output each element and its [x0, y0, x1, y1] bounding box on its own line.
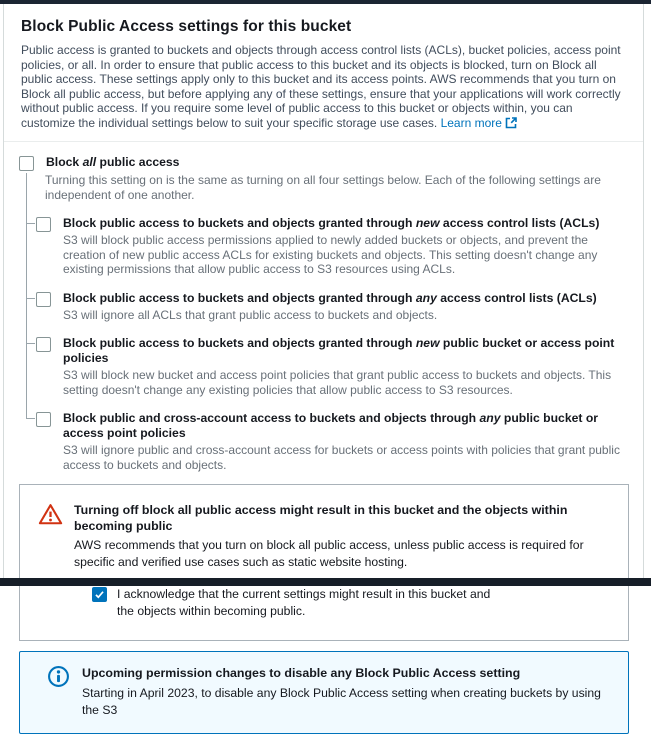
label-text: Block public and cross-account access to buckets and objects through [63, 411, 480, 425]
label-emphasis: any [415, 290, 437, 305]
warning-title: Turning off block all public access might result in this bucket and the objects within becoming public [74, 503, 568, 533]
setting-row-block-new-policies [19, 322, 629, 397]
block-new-policies-label [63, 336, 629, 366]
page-top-edge-bar [0, 0, 651, 4]
label-emphasis: any [479, 411, 501, 425]
label-text: public bucket or access point policies [63, 336, 615, 365]
label-emphasis: new [415, 336, 440, 350]
block-public-access-settings [19, 155, 629, 472]
info-content [82, 665, 610, 719]
label-emphasis: new [415, 216, 440, 230]
block-all-public-access-label [46, 155, 179, 171]
block-new-policies-checkbox[interactable] [36, 337, 51, 352]
info-title: Upcoming permission changes to disable any Block Public Access setting [82, 666, 521, 680]
acknowledge-row [92, 586, 610, 620]
block-new-policies-description: S3 will block new bucket and access point policies that grant public access to buckets and objects. This setting doesn't change any existing policies that allow public access to S3 resources. [63, 368, 612, 397]
label-text: public bucket or access point policies [63, 411, 599, 440]
setting-row-block-any-acls [19, 277, 629, 323]
public-access-warning-box [19, 484, 629, 641]
block-all-description: Turning this setting on is the same as turning on all four settings below. Each of the following settings are independent of one another. [19, 173, 629, 202]
warning-content [74, 502, 610, 620]
panel-title: Block Public Access settings for this bucket [21, 18, 352, 35]
setting-row-block-new-acls [19, 202, 629, 277]
label-text: access control lists (ACLs) [436, 290, 597, 305]
sub-settings-tree [19, 173, 629, 472]
block-all-public-access-checkbox[interactable] [19, 156, 34, 171]
section-divider [4, 141, 643, 142]
block-any-acls-checkbox[interactable] [36, 292, 51, 307]
acknowledge-checkbox[interactable] [92, 587, 107, 602]
setting-content [63, 336, 629, 397]
external-link-icon[interactable] [505, 117, 517, 133]
info-body: Starting in April 2023, to disable any Block Public Access setting when creating buckets by using the S3 [82, 686, 601, 717]
label-text: Block public access to buckets and objects granted through [63, 290, 416, 305]
upcoming-changes-info-banner [19, 651, 629, 734]
block-any-policies-checkbox[interactable] [36, 412, 51, 427]
block-any-policies-label [63, 411, 629, 441]
block-new-acls-checkbox[interactable] [36, 217, 51, 232]
block-any-policies-description: S3 will ignore public and cross-account access for buckets or access points with policies that grant public access to buckets and objects. [63, 443, 620, 472]
warning-body: AWS recommends that you turn on block all public access, unless public access is required for specific and verified use cases such as static website hosting. [74, 538, 584, 569]
block-any-acls-description: S3 will ignore all ACLs that grant public access to buckets and objects. [63, 307, 438, 322]
setting-content [63, 291, 597, 323]
setting-content [63, 216, 629, 277]
learn-more-label[interactable]: Learn more [440, 115, 502, 130]
panel-description-text: Public access is granted to buckets and objects through access control lists (ACLs), bucket policies, access point policies, or all. In order to ensure that public access to this bucket and its objects is blocked, turn on Block all public access. These settings apply only to this bucket and its access points. AWS recommends that you turn on Block all public access, but before applying any of these settings, ensure that your applications will work correctly without public access. If you require some level of public access to this bucket or objects within, you can customize the individual settings below to suit your specific storage use cases. [21, 43, 621, 130]
block-public-access-panel [3, 4, 644, 717]
panel-description [21, 43, 629, 132]
label-text: Block public access to buckets and objects granted through [63, 336, 416, 350]
label-text: access control lists (ACLs) [439, 216, 600, 230]
checkmark-icon [94, 589, 105, 600]
setting-row-block-all [19, 155, 629, 171]
page-bottom-edge-bar [0, 578, 651, 586]
setting-row-block-any-policies [19, 397, 629, 472]
block-new-acls-description: S3 will block public access permissions applied to newly added buckets or objects, and prevent the creation of new public access ACLs for existing buckets and objects. This setting doesn't change any existing permissions that allow public access to S3 resources using ACLs. [63, 233, 598, 276]
warning-icon [38, 502, 63, 620]
info-icon [47, 665, 70, 719]
label-text: Block [46, 155, 83, 169]
block-any-acls-label [63, 291, 597, 306]
label-text: Block public access to buckets and objects granted through [63, 216, 416, 230]
block-new-acls-label [63, 216, 629, 231]
label-emphasis: all [82, 155, 97, 169]
learn-more-link[interactable] [441, 116, 517, 130]
label-text: public access [96, 155, 180, 169]
acknowledge-label[interactable]: I acknowledge that the current settings might result in this bucket and the objects within becoming public. [117, 587, 491, 618]
setting-content [63, 411, 629, 472]
